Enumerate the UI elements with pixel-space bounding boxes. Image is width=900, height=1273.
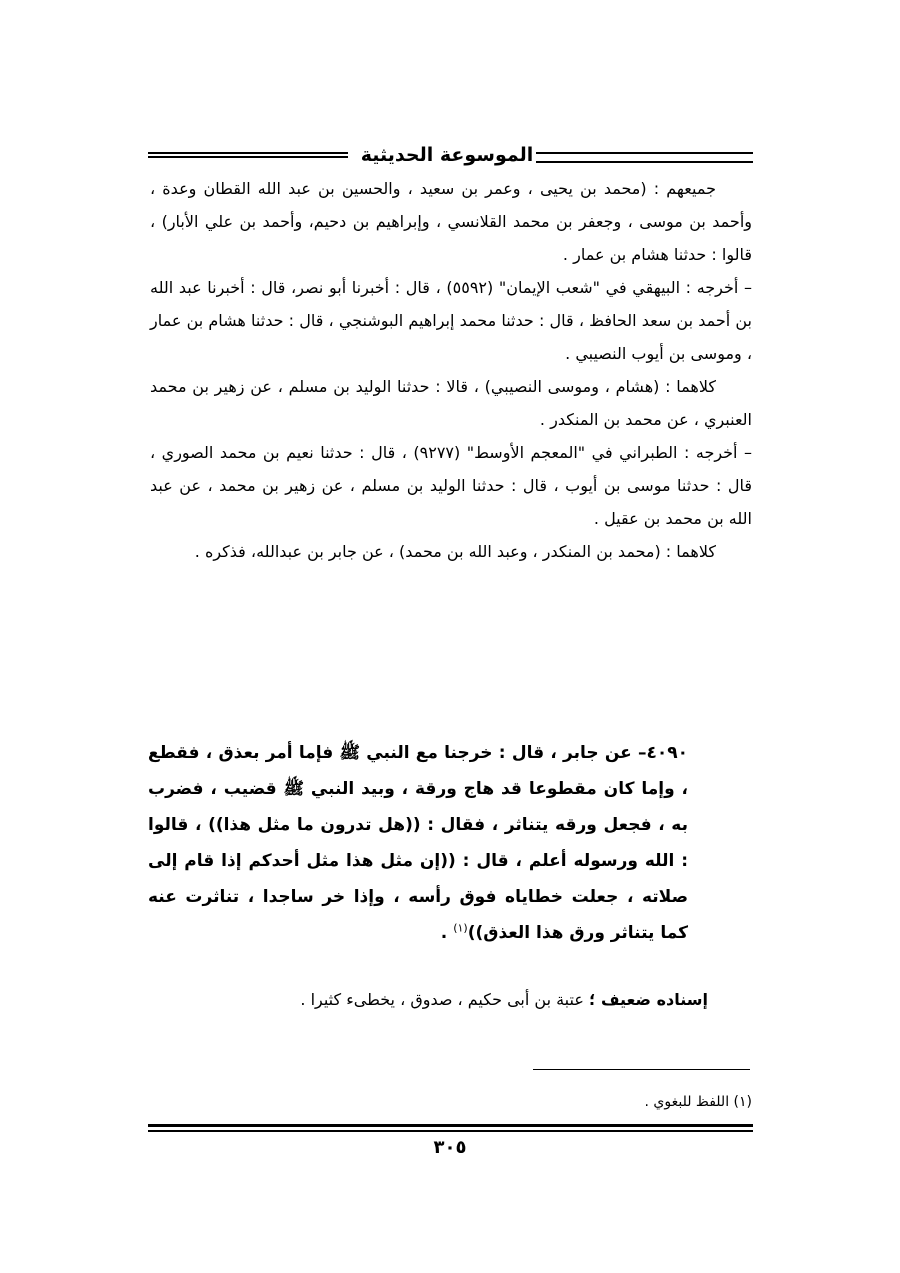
body-text <box>150 172 752 568</box>
isnad-grade <box>148 985 708 1015</box>
paragraph-3: كلاهما : (هشام ، وموسى النصيبي) ، قالا : حدثنا الوليد بن مسلم ، عن زهير بن محمد العنبري ، عن محمد بن المنكدر . <box>150 377 752 429</box>
footnote-separator <box>533 1069 750 1070</box>
paragraph-1: جميعهم : (محمد بن يحيى ، وعمر بن سعيد ، والحسين بن عبد الله القطان وعدة ، وأحمد بن موسى ، وجعفر بن محمد القلانسي ، وإبراهيم بن دحيم، وأحمد بن علي الأبار) ، قالوا : حدثنا هشام بن عمار . <box>150 179 752 264</box>
footer-rule <box>148 1124 753 1132</box>
hadith-text <box>148 735 688 951</box>
footnote: (١) اللفظ للبغوي . <box>644 1094 752 1110</box>
header-rule-left <box>148 152 348 158</box>
header-rule-right <box>536 152 753 163</box>
grade-text: عتبة بن أبى حكيم ، صدوق ، يخطىء كثيرا . <box>300 990 589 1009</box>
hadith-body: ٤٠٩٠– عن جابر ، قال : خرجنا مع النبي ﷺ فإما أمر بعذق ، فقطع ، وإما كان مقطوعا قد هاج ورقة ، وبيد النبي ﷺ قضيب ، فضرب به ، فجعل ورقه يتناثر ، فقال : ((هل تدرون ما مثل هذا)) ، قالوا : الله ورسوله أعلم ، قال : ((إن مثل هذا مثل أحدكم إذا قام إلى صلاته ، جعلت خطاياه فوق رأسه ، وإذا خر ساجدا ، تناثرت عنه كما يتناثر ورق هذا العذق)) <box>148 743 688 943</box>
page-title: الموسوعة الحديثية <box>360 144 534 166</box>
paragraph-4: – أخرجه : الطبراني في "المعجم الأوسط" (٩٢٧٧) ، قال : حدثنا نعيم بن محمد الصوري ، قال : حدثنا موسى بن أيوب ، قال : حدثنا الوليد بن مسلم ، عن زهير بن محمد ، عن عبد الله بن محمد بن عقيل . <box>150 443 753 528</box>
page-header <box>148 140 753 170</box>
footnote-reference[interactable]: (١) <box>453 921 468 935</box>
paragraph-5: كلاهما : (محمد بن المنكدر ، وعبد الله بن محمد) ، عن جابر بن عبدالله، فذكره . <box>194 542 716 561</box>
paragraph-2: – أخرجه : البيهقي في "شعب الإيمان" (٥٥٩٢) ، قال : أخبرنا أبو نصر، قال : أخبرنا عبد الله بن أحمد بن سعد الحافظ ، قال : حدثنا محمد إبراهيم البوشنجي ، قال : حدثنا هشام بن عمار ، وموسى بن أيوب النصيبي . <box>150 278 752 363</box>
page-number: ٣٠٥ <box>433 1137 467 1158</box>
grade-label: إسناده ضعيف ؛ <box>588 990 708 1009</box>
hadith-end: . <box>440 923 454 943</box>
